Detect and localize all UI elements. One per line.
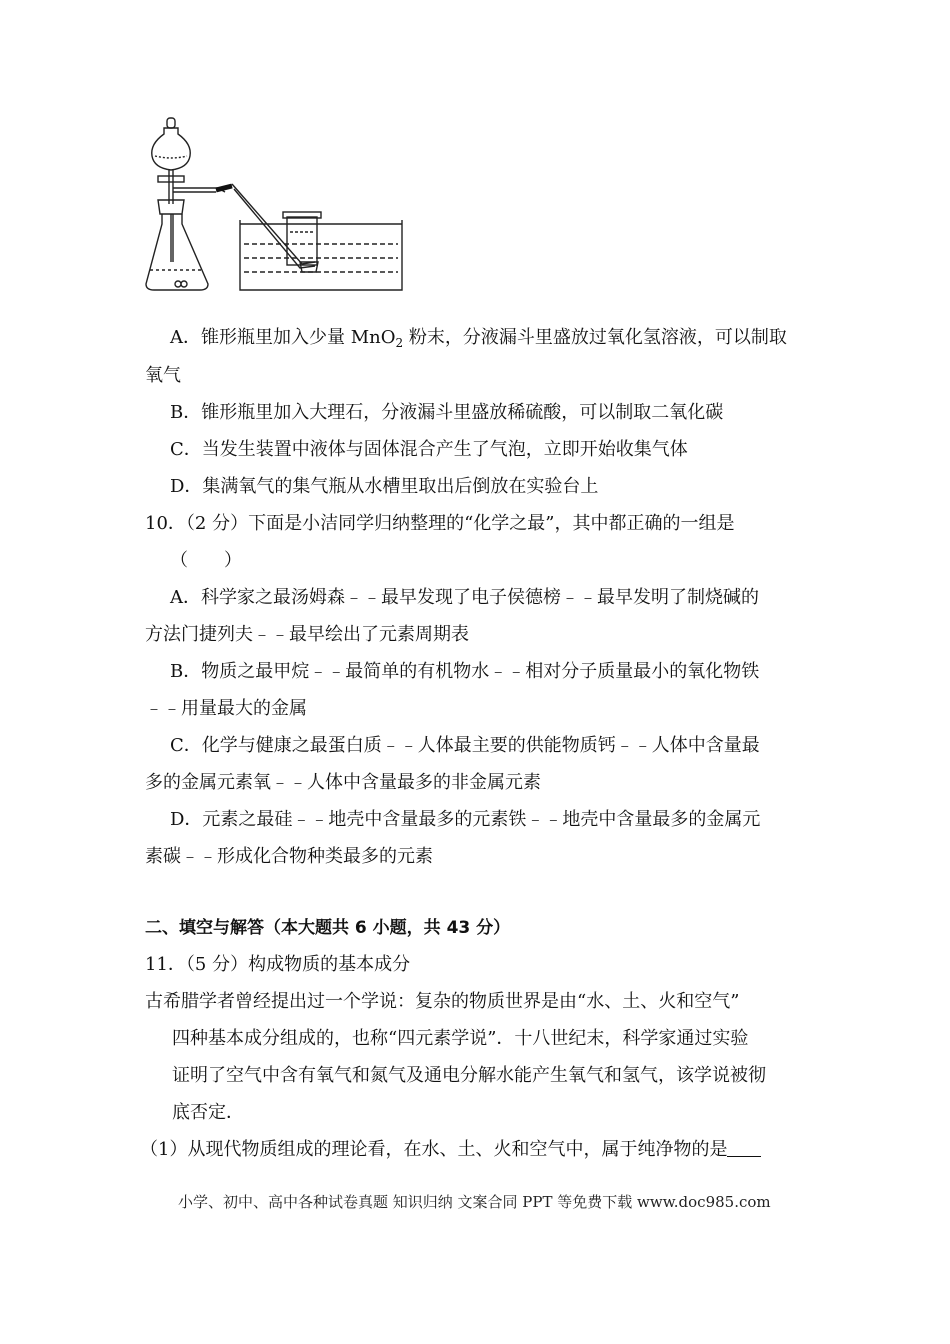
answer-blank[interactable] xyxy=(727,1138,761,1157)
q11-stem: 11．（5 分）构成物质的基本成分 xyxy=(145,954,411,975)
q11-paragraph-line1: 古希腊学者曾经提出过一个学说：复杂的物质世界是由“水、土、火和空气” xyxy=(145,991,740,1012)
apparatus-diagram xyxy=(140,112,450,297)
q9-option-c: C．当发生装置中液体与固体混合产生了气泡，立即开始收集气体 xyxy=(170,439,688,460)
q10-stem-line1: 10．（2 分）下面是小洁同学归纳整理的“化学之最”，其中都正确的一组是 xyxy=(145,513,735,534)
q9-option-a-pre: A．锥形瓶里加入少量 MnO xyxy=(170,327,396,348)
q11-paragraph-line2: 四种基本成分组成的，也称“四元素学说”．十八世纪末，科学家通过实验 xyxy=(172,1028,749,1049)
q11-paragraph-line4: 底否定． xyxy=(172,1102,244,1123)
q10-option-a-line2: 方法门捷列夫﹣﹣最早绘出了元素周期表 xyxy=(145,624,469,645)
q11-subquestion-1 xyxy=(140,1138,810,1162)
q9-option-d: D．集满氧气的集气瓶从水槽里取出后倒放在实验台上 xyxy=(170,476,599,497)
q10-option-c-line2: 多的金属元素氧﹣﹣人体中含量最多的非金属元素 xyxy=(145,772,541,793)
q9-option-a-line1 xyxy=(170,326,840,355)
q11-subquestion-1-text: （1）从现代物质组成的理论看，在水、土、火和空气中，属于纯净物的是 xyxy=(140,1139,728,1160)
q10-option-c-line1: C．化学与健康之最蛋白质﹣﹣人体最主要的供能物质钙﹣﹣人体中含量最 xyxy=(170,735,760,756)
section-heading: 二、填空与解答（本大题共 6 小题，共 43 分） xyxy=(145,918,511,938)
q10-option-d-line1: D．元素之最硅﹣﹣地壳中含量最多的元素铁﹣﹣地壳中含量最多的金属元 xyxy=(170,809,761,830)
q10-option-b-line2: ﹣﹣用量最大的金属 xyxy=(145,698,307,719)
q9-option-a-post: 粉末，分液漏斗里盛放过氧化氢溶液，可以制取 xyxy=(403,327,787,348)
q10-option-d-line2: 素碳﹣﹣形成化合物种类最多的元素 xyxy=(145,846,433,867)
q9-option-a-line2: 氧气 xyxy=(145,365,181,386)
page-footer: 小学、初中、高中各种试卷真题 知识归纳 文案合同 PPT 等免费下载 www.doc985.com xyxy=(178,1193,771,1211)
q9-option-b: B．锥形瓶里加入大理石，分液漏斗里盛放稀硫酸，可以制取二氧化碳 xyxy=(170,402,724,423)
q10-option-b-line1: B．物质之最甲烷﹣﹣最简单的有机物水﹣﹣相对分子质量最小的氧化物铁 xyxy=(170,661,760,682)
q10-option-a-line1: A．科学家之最汤姆森﹣﹣最早发现了电子侯德榜﹣﹣最早发明了制烧碱的 xyxy=(170,587,759,608)
q9-option-a-subscript: 2 xyxy=(395,336,404,350)
q10-stem-line2: （ ） xyxy=(170,550,242,571)
q11-paragraph-line3: 证明了空气中含有氧气和氮气及通电分解水能产生氧气和氢气，该学说被彻 xyxy=(172,1065,766,1086)
